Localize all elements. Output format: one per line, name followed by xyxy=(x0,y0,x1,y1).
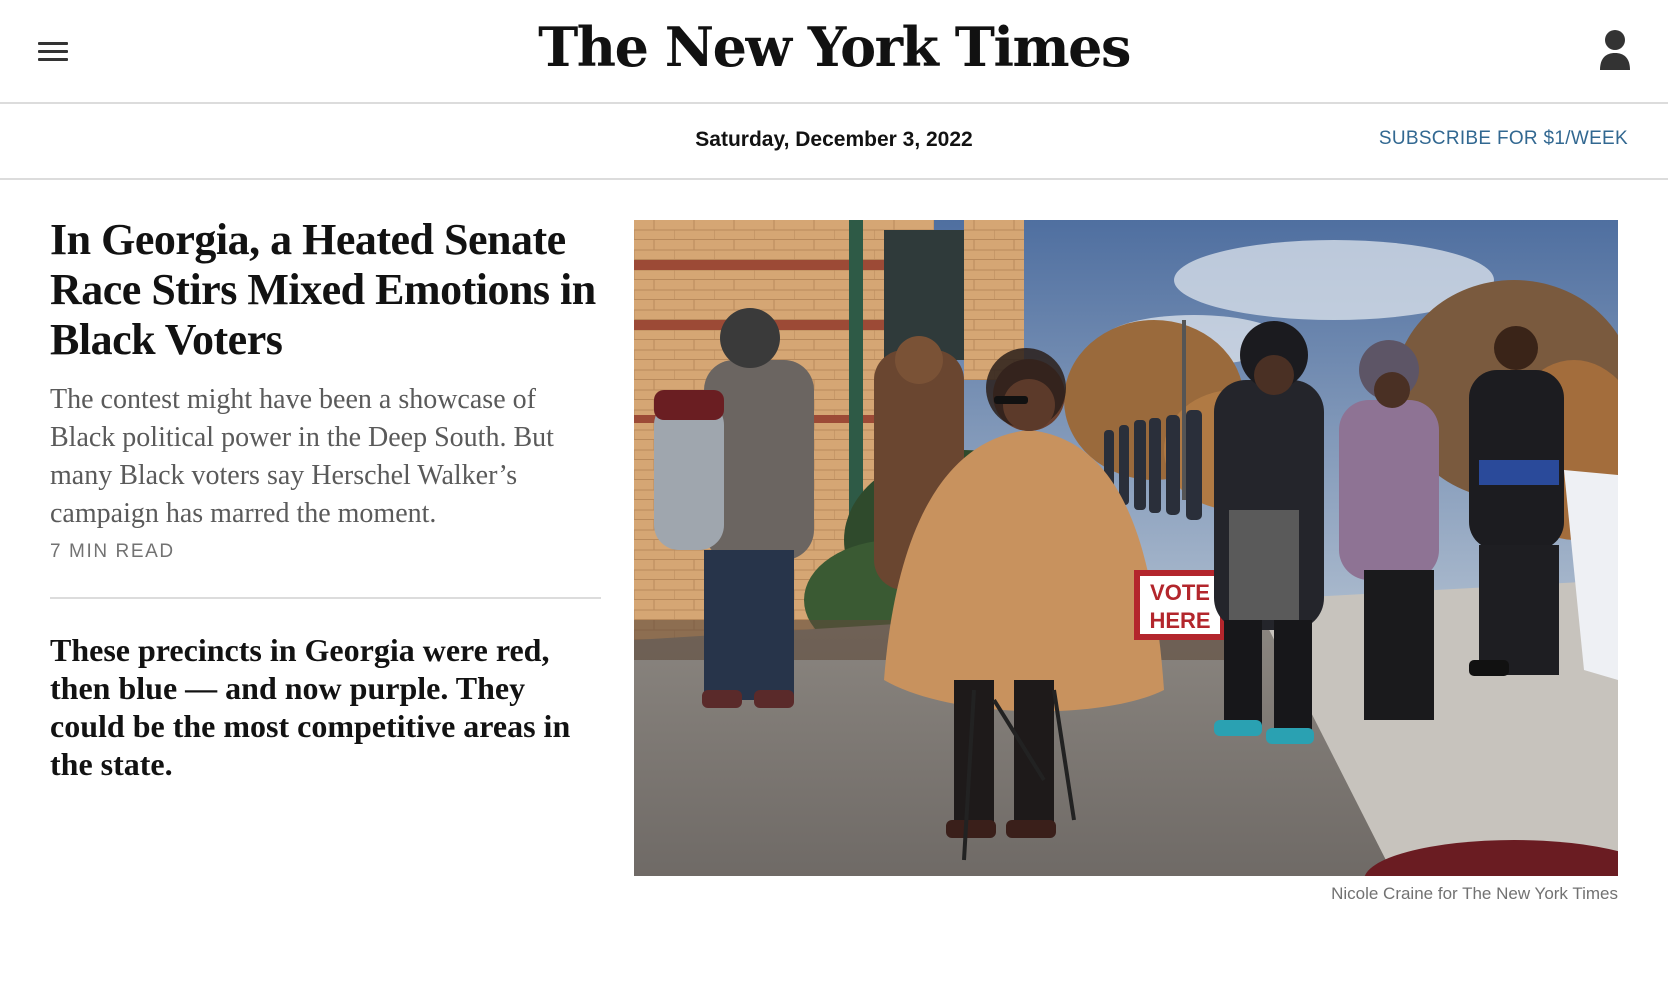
person-account-icon[interactable] xyxy=(1598,28,1632,72)
current-date: Saturday, December 3, 2022 xyxy=(695,128,973,151)
person-icon-glyph xyxy=(1598,28,1632,72)
voters-in-line-photo xyxy=(634,220,1618,876)
photo-credit: Nicole Craine for The New York Times xyxy=(1331,884,1618,903)
sign-vote-text: VOTE xyxy=(1150,580,1210,605)
secondary-headline[interactable]: These precincts in Georgia were red, then blue — and now purple. They could be the most competitive areas in the state. xyxy=(50,632,571,782)
lead-summary[interactable]: The contest might have been a showcase of Black political power in the Deep South. But many Black voters say Herschel Walker’s campaign has marred the moment. xyxy=(50,384,554,529)
sign-here-text: HERE xyxy=(1149,608,1211,633)
masthead xyxy=(0,0,1668,104)
site-logo[interactable]: The New York Times xyxy=(538,15,1130,79)
read-time: 7 MIN READ xyxy=(50,541,175,562)
date-bar xyxy=(0,104,1668,180)
lead-photo[interactable] xyxy=(634,220,1618,876)
lead-story-text xyxy=(50,215,601,783)
subscribe-link[interactable]: SUBSCRIBE FOR $1/WEEK xyxy=(1378,128,1628,149)
divider xyxy=(50,597,601,599)
lead-headline[interactable]: In Georgia, a Heated Senate Race Stirs Mixed Emotions in Black Voters xyxy=(50,215,596,364)
